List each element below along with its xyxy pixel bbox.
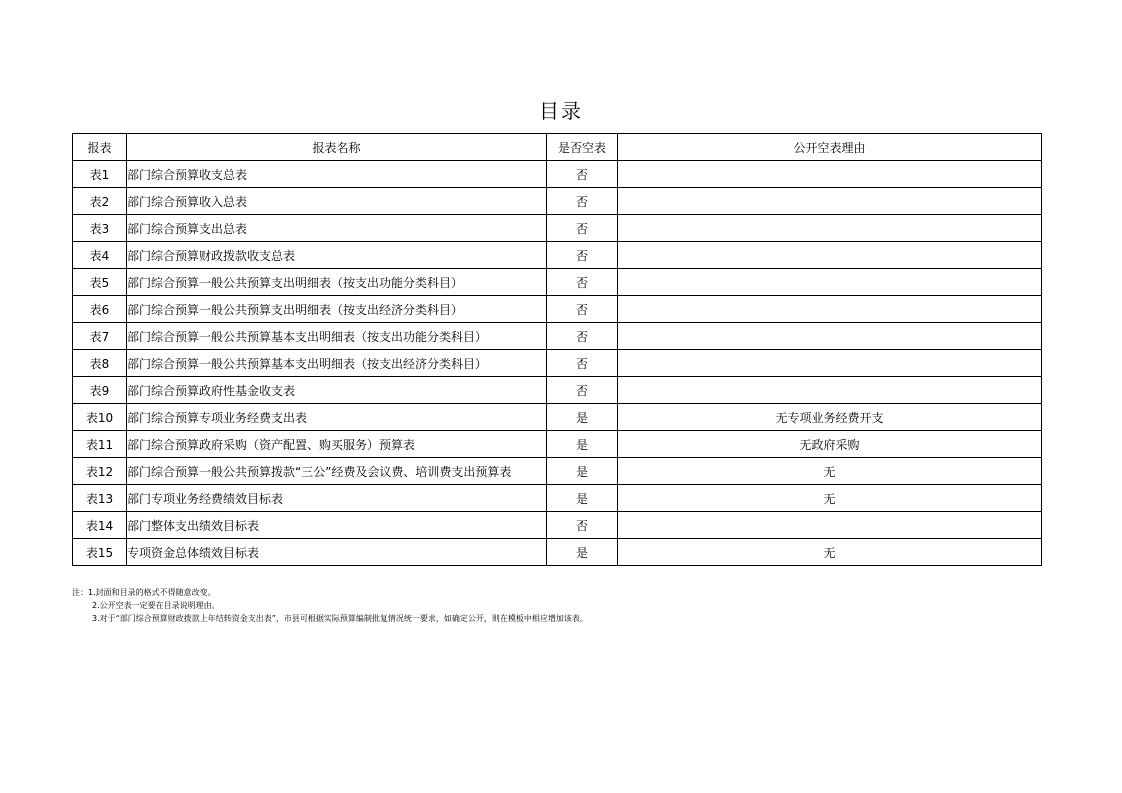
row-reason-cell xyxy=(618,377,1042,404)
catalog-table xyxy=(72,133,1042,566)
row-code-cell: 表15 xyxy=(73,539,127,566)
table-row xyxy=(73,512,1042,539)
row-is-empty-cell: 否 xyxy=(547,350,618,377)
row-name-cell: 部门综合预算专项业务经费支出表 xyxy=(127,404,547,431)
table-row xyxy=(73,161,1042,188)
row-reason-cell: 无 xyxy=(618,539,1042,566)
table-row xyxy=(73,485,1042,512)
page-title: 目录 xyxy=(539,99,583,123)
row-name-cell: 部门综合预算财政拨款收支总表 xyxy=(127,242,547,269)
table-row xyxy=(73,269,1042,296)
row-name-cell: 部门综合预算政府性基金收支表 xyxy=(127,377,547,404)
row-name-cell: 部门综合预算一般公共预算基本支出明细表（按支出经济分类科目） xyxy=(127,350,547,377)
row-is-empty-cell: 是 xyxy=(547,485,618,512)
row-code-cell: 表9 xyxy=(73,377,127,404)
row-name-cell: 部门综合预算政府采购（资产配置、购买服务）预算表 xyxy=(127,431,547,458)
header-is-empty: 是否空表 xyxy=(547,134,618,161)
row-name-cell: 部门专项业务经费绩效目标表 xyxy=(127,485,547,512)
table-row xyxy=(73,377,1042,404)
table-row xyxy=(73,215,1042,242)
row-reason-cell xyxy=(618,350,1042,377)
note-line: 注：1.封面和目录的格式不得随意改变。 xyxy=(72,588,216,597)
table-row xyxy=(73,404,1042,431)
row-is-empty-cell: 否 xyxy=(547,296,618,323)
note-line: 3.对于“部门综合预算财政拨款上年结转资金支出表”，市县可根据实际预算编制批复情况统一要求，如确定公开，则在模板中相应增加该表。 xyxy=(92,614,588,623)
row-reason-cell xyxy=(618,215,1042,242)
table-row xyxy=(73,539,1042,566)
row-is-empty-cell: 否 xyxy=(547,377,618,404)
table-row xyxy=(73,458,1042,485)
table-header-row xyxy=(73,134,1042,161)
notes xyxy=(72,586,588,625)
header-reason: 公开空表理由 xyxy=(618,134,1042,161)
row-name-cell: 部门综合预算收支总表 xyxy=(127,161,547,188)
row-code-cell: 表14 xyxy=(73,512,127,539)
note-line: 2.公开空表一定要在目录说明理由。 xyxy=(92,601,220,610)
row-code-cell: 表8 xyxy=(73,350,127,377)
row-code-cell: 表10 xyxy=(73,404,127,431)
row-code-cell: 表13 xyxy=(73,485,127,512)
row-reason-cell xyxy=(618,242,1042,269)
row-is-empty-cell: 是 xyxy=(547,539,618,566)
row-reason-cell: 无 xyxy=(618,485,1042,512)
row-is-empty-cell: 是 xyxy=(547,404,618,431)
row-reason-cell xyxy=(618,161,1042,188)
row-code-cell: 表2 xyxy=(73,188,127,215)
row-is-empty-cell: 否 xyxy=(547,161,618,188)
row-name-cell: 部门综合预算一般公共预算支出明细表（按支出功能分类科目） xyxy=(127,269,547,296)
row-reason-cell xyxy=(618,269,1042,296)
table-row xyxy=(73,323,1042,350)
row-name-cell: 部门综合预算一般公共预算拨款“三公”经费及会议费、培训费支出预算表 xyxy=(127,458,547,485)
row-code-cell: 表5 xyxy=(73,269,127,296)
row-reason-cell: 无专项业务经费开支 xyxy=(618,404,1042,431)
row-reason-cell xyxy=(618,512,1042,539)
row-is-empty-cell: 否 xyxy=(547,215,618,242)
row-name-cell: 部门综合预算支出总表 xyxy=(127,215,547,242)
table-row xyxy=(73,350,1042,377)
row-name-cell: 部门综合预算一般公共预算支出明细表（按支出经济分类科目） xyxy=(127,296,547,323)
table-row xyxy=(73,188,1042,215)
row-code-cell: 表7 xyxy=(73,323,127,350)
row-is-empty-cell: 是 xyxy=(547,458,618,485)
row-is-empty-cell: 否 xyxy=(547,512,618,539)
row-is-empty-cell: 否 xyxy=(547,269,618,296)
row-name-cell: 部门综合预算收入总表 xyxy=(127,188,547,215)
row-reason-cell xyxy=(618,188,1042,215)
row-code-cell: 表4 xyxy=(73,242,127,269)
table-row xyxy=(73,296,1042,323)
row-reason-cell xyxy=(618,296,1042,323)
row-reason-cell xyxy=(618,323,1042,350)
header-code: 报表 xyxy=(73,134,127,161)
row-is-empty-cell: 否 xyxy=(547,242,618,269)
row-reason-cell: 无政府采购 xyxy=(618,431,1042,458)
row-name-cell: 专项资金总体绩效目标表 xyxy=(127,539,547,566)
row-code-cell: 表12 xyxy=(73,458,127,485)
row-is-empty-cell: 否 xyxy=(547,188,618,215)
row-name-cell: 部门综合预算一般公共预算基本支出明细表（按支出功能分类科目） xyxy=(127,323,547,350)
row-code-cell: 表1 xyxy=(73,161,127,188)
row-code-cell: 表11 xyxy=(73,431,127,458)
row-code-cell: 表6 xyxy=(73,296,127,323)
row-is-empty-cell: 否 xyxy=(547,323,618,350)
header-name: 报表名称 xyxy=(127,134,547,161)
row-reason-cell: 无 xyxy=(618,458,1042,485)
table-row xyxy=(73,431,1042,458)
row-code-cell: 表3 xyxy=(73,215,127,242)
table-row xyxy=(73,242,1042,269)
row-name-cell: 部门整体支出绩效目标表 xyxy=(127,512,547,539)
row-is-empty-cell: 是 xyxy=(547,431,618,458)
